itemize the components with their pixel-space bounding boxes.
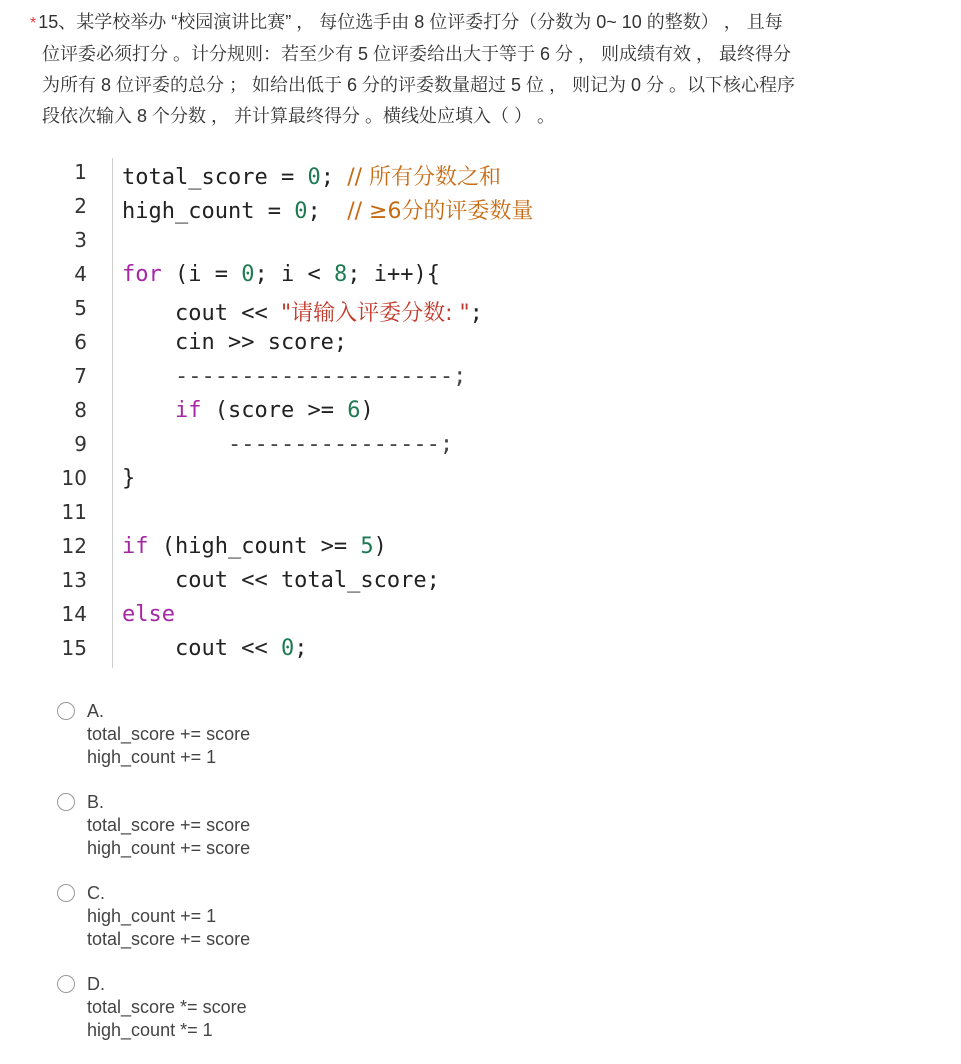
code-line-2: high_count = 0; // ≥6分的评委数量 [122,199,534,224]
code-line-13: cout << total_score; [122,568,440,593]
radio-button[interactable] [57,702,75,720]
question-line-1: * 15、某学校举办 “校园演讲比赛” ， 每位选手由 8 位评委打分（分数为 0~ 10 的整数） ， 且每 [30,12,783,32]
option-text [87,973,247,1042]
option-label: B. [87,792,105,812]
code-comment: // 所有分数之和 [347,165,502,190]
option-text [87,700,250,769]
code-line-1: total_score = 0; // 所有分数之和 [122,165,502,190]
line-number: 3 [74,228,87,252]
option-line: high_count += 1 [87,906,217,926]
code-string: "请输入评委分数: " [280,301,470,326]
option-line: high_count += score [87,838,251,858]
line-number: 11 [61,500,87,524]
code-block [52,158,572,668]
code-comment: // ≥6分的评委数量 [347,199,534,224]
code-line-5: cout << "请输入评委分数: "; [122,301,483,326]
option-a[interactable] [57,700,557,791]
option-label: C. [87,883,105,903]
option-label: A. [87,701,105,721]
option-text [87,882,250,951]
line-number: 13 [61,568,87,592]
required-mark: * [30,15,37,32]
line-number: 8 [74,398,87,422]
code-line-14: else [122,602,175,627]
code-line-6: cin >> score; [122,330,348,355]
option-line: high_count *= 1 [87,1020,213,1040]
code-line-15: cout << 0; [122,636,308,661]
question-line-3: 为所有 8 位评委的总分 ； 如给出低于 6 分的评委数量超过 5 位 ， 则记为 0 分 。以下核心程序 [42,75,796,95]
option-line: total_score += score [87,929,251,949]
line-number: 2 [74,194,87,218]
line-number: 10 [61,466,87,490]
code-blank-line-9: ----------------; [122,432,454,457]
option-label: D. [87,974,105,994]
radio-button[interactable] [57,793,75,811]
option-b[interactable] [57,791,557,882]
radio-button[interactable] [57,975,75,993]
radio-button[interactable] [57,884,75,902]
option-line: total_score += score [87,815,251,835]
code-line-12: if (high_count >= 5) [122,534,387,559]
line-number: 12 [61,534,87,558]
code-line-10: } [122,466,136,491]
line-number: 6 [74,330,87,354]
option-line: total_score *= score [87,997,247,1017]
line-number: 7 [74,364,87,388]
option-text [87,791,250,860]
answer-options [57,700,557,1064]
line-number: 1 [74,160,87,184]
question-stem [30,7,930,132]
option-c[interactable] [57,882,557,973]
line-number: 14 [61,602,87,626]
code-line-4: for (i = 0; i < 8; i++){ [122,262,440,287]
question-line-4: 段依次输入 8 个分数 ， 并计算最终得分 。横线处应填入（ ） 。 [42,106,556,126]
line-number-gutter [52,158,113,668]
line-number: 5 [74,296,87,320]
code-blank-line-7: ---------------------; [122,364,467,389]
option-line: total_score += score [87,724,251,744]
line-number: 15 [61,636,87,660]
option-d[interactable] [57,973,557,1064]
line-number: 9 [74,432,87,456]
code-line-8: if (score >= 6) [122,398,374,423]
line-number: 4 [74,262,87,286]
option-line: high_count += 1 [87,747,217,767]
question-line-2: 位评委必须打分 。计分规则：若至少有 5 位评委给出大于等于 6 分 ， 则成绩有效 ， 最终得分 [42,44,792,64]
